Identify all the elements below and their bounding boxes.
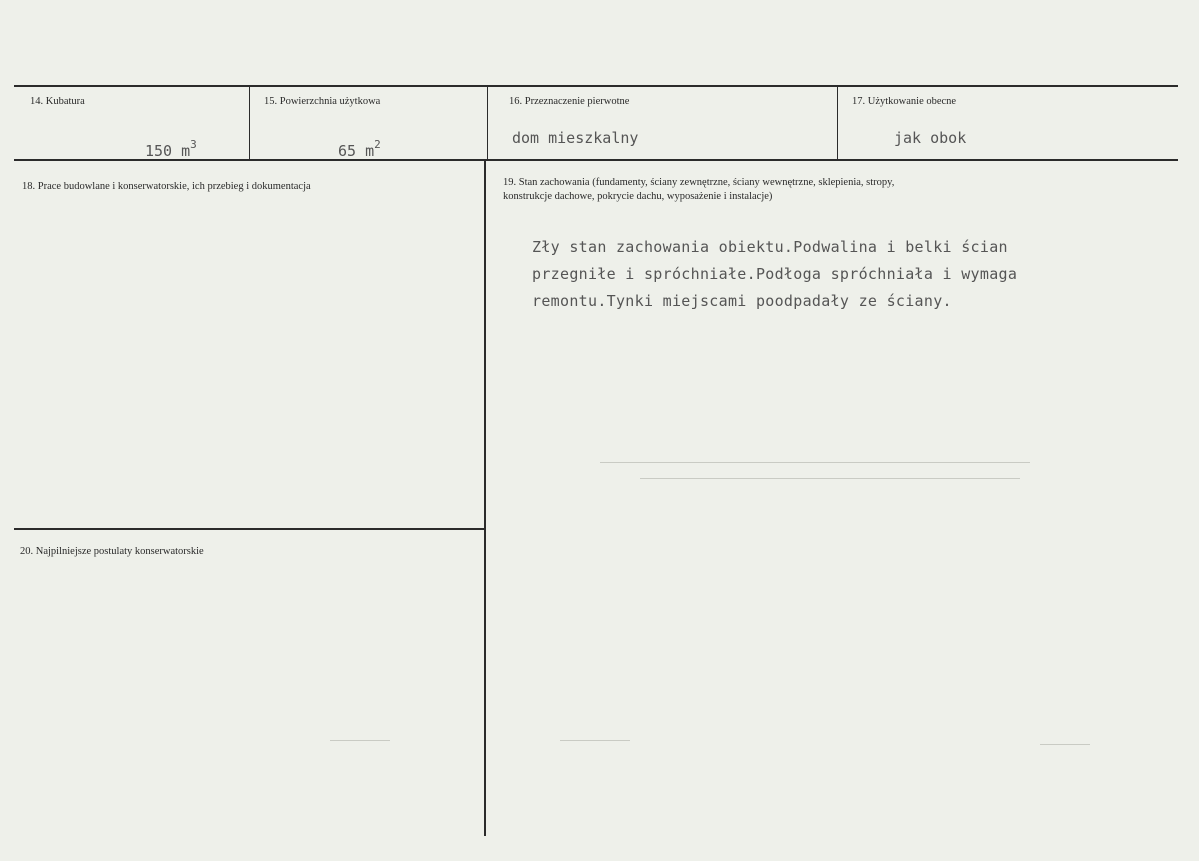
field-19-label-line1: 19. Stan zachowania (fundamenty, ściany zewnętrzne, ściany wewnętrzne, sklepienia, stropy, xyxy=(503,177,895,188)
field-20-label: 20. Najpilniejsze postulaty konserwatorskie xyxy=(20,546,204,557)
field-14-label: 14. Kubatura xyxy=(30,96,85,107)
bleed-through-smudge xyxy=(330,740,390,741)
field-18-label: 18. Prace budowlane i konserwatorskie, ich przebieg i dokumentacja xyxy=(22,181,311,192)
field-15-value xyxy=(338,138,381,160)
divider-left-right xyxy=(484,160,486,836)
field-19-text-line1: Zły stan zachowania obiektu.Podwalina i belki ścian xyxy=(532,238,1008,256)
field-14-number: 150 m xyxy=(145,142,191,160)
bleed-through-smudge xyxy=(600,462,1030,463)
field-17-value: jak obok xyxy=(894,129,967,147)
field-15-number: 65 m xyxy=(338,142,375,160)
top-border-line xyxy=(14,85,1178,87)
field-14-value xyxy=(145,138,197,160)
bleed-through-smudge xyxy=(1040,744,1090,745)
field-16-label: 16. Przeznaczenie pierwotne xyxy=(509,96,630,107)
divider-15-16 xyxy=(487,86,488,160)
divider-14-15 xyxy=(249,86,250,160)
field-16-value: dom mieszkalny xyxy=(512,129,639,147)
field-19-label-line2: konstrukcje dachowe, pokrycie dachu, wyposażenie i instalacje) xyxy=(503,191,773,202)
field-19-text-line3: remontu.Tynki miejscami poodpadały ze ściany. xyxy=(532,292,952,310)
bleed-through-smudge xyxy=(640,478,1020,479)
field-19-text-line2: przegniłe i spróchniałe.Podłoga spróchniała i wymaga xyxy=(532,265,1018,283)
field-15-superscript: 2 xyxy=(374,138,381,151)
section18-bottom-line xyxy=(14,528,485,530)
bleed-through-smudge xyxy=(560,740,630,741)
field-15-label: 15. Powierzchnia użytkowa xyxy=(264,96,381,107)
field-14-superscript: 3 xyxy=(190,138,197,151)
field-17-label: 17. Użytkowanie obecne xyxy=(852,96,957,107)
divider-16-17 xyxy=(837,86,838,160)
